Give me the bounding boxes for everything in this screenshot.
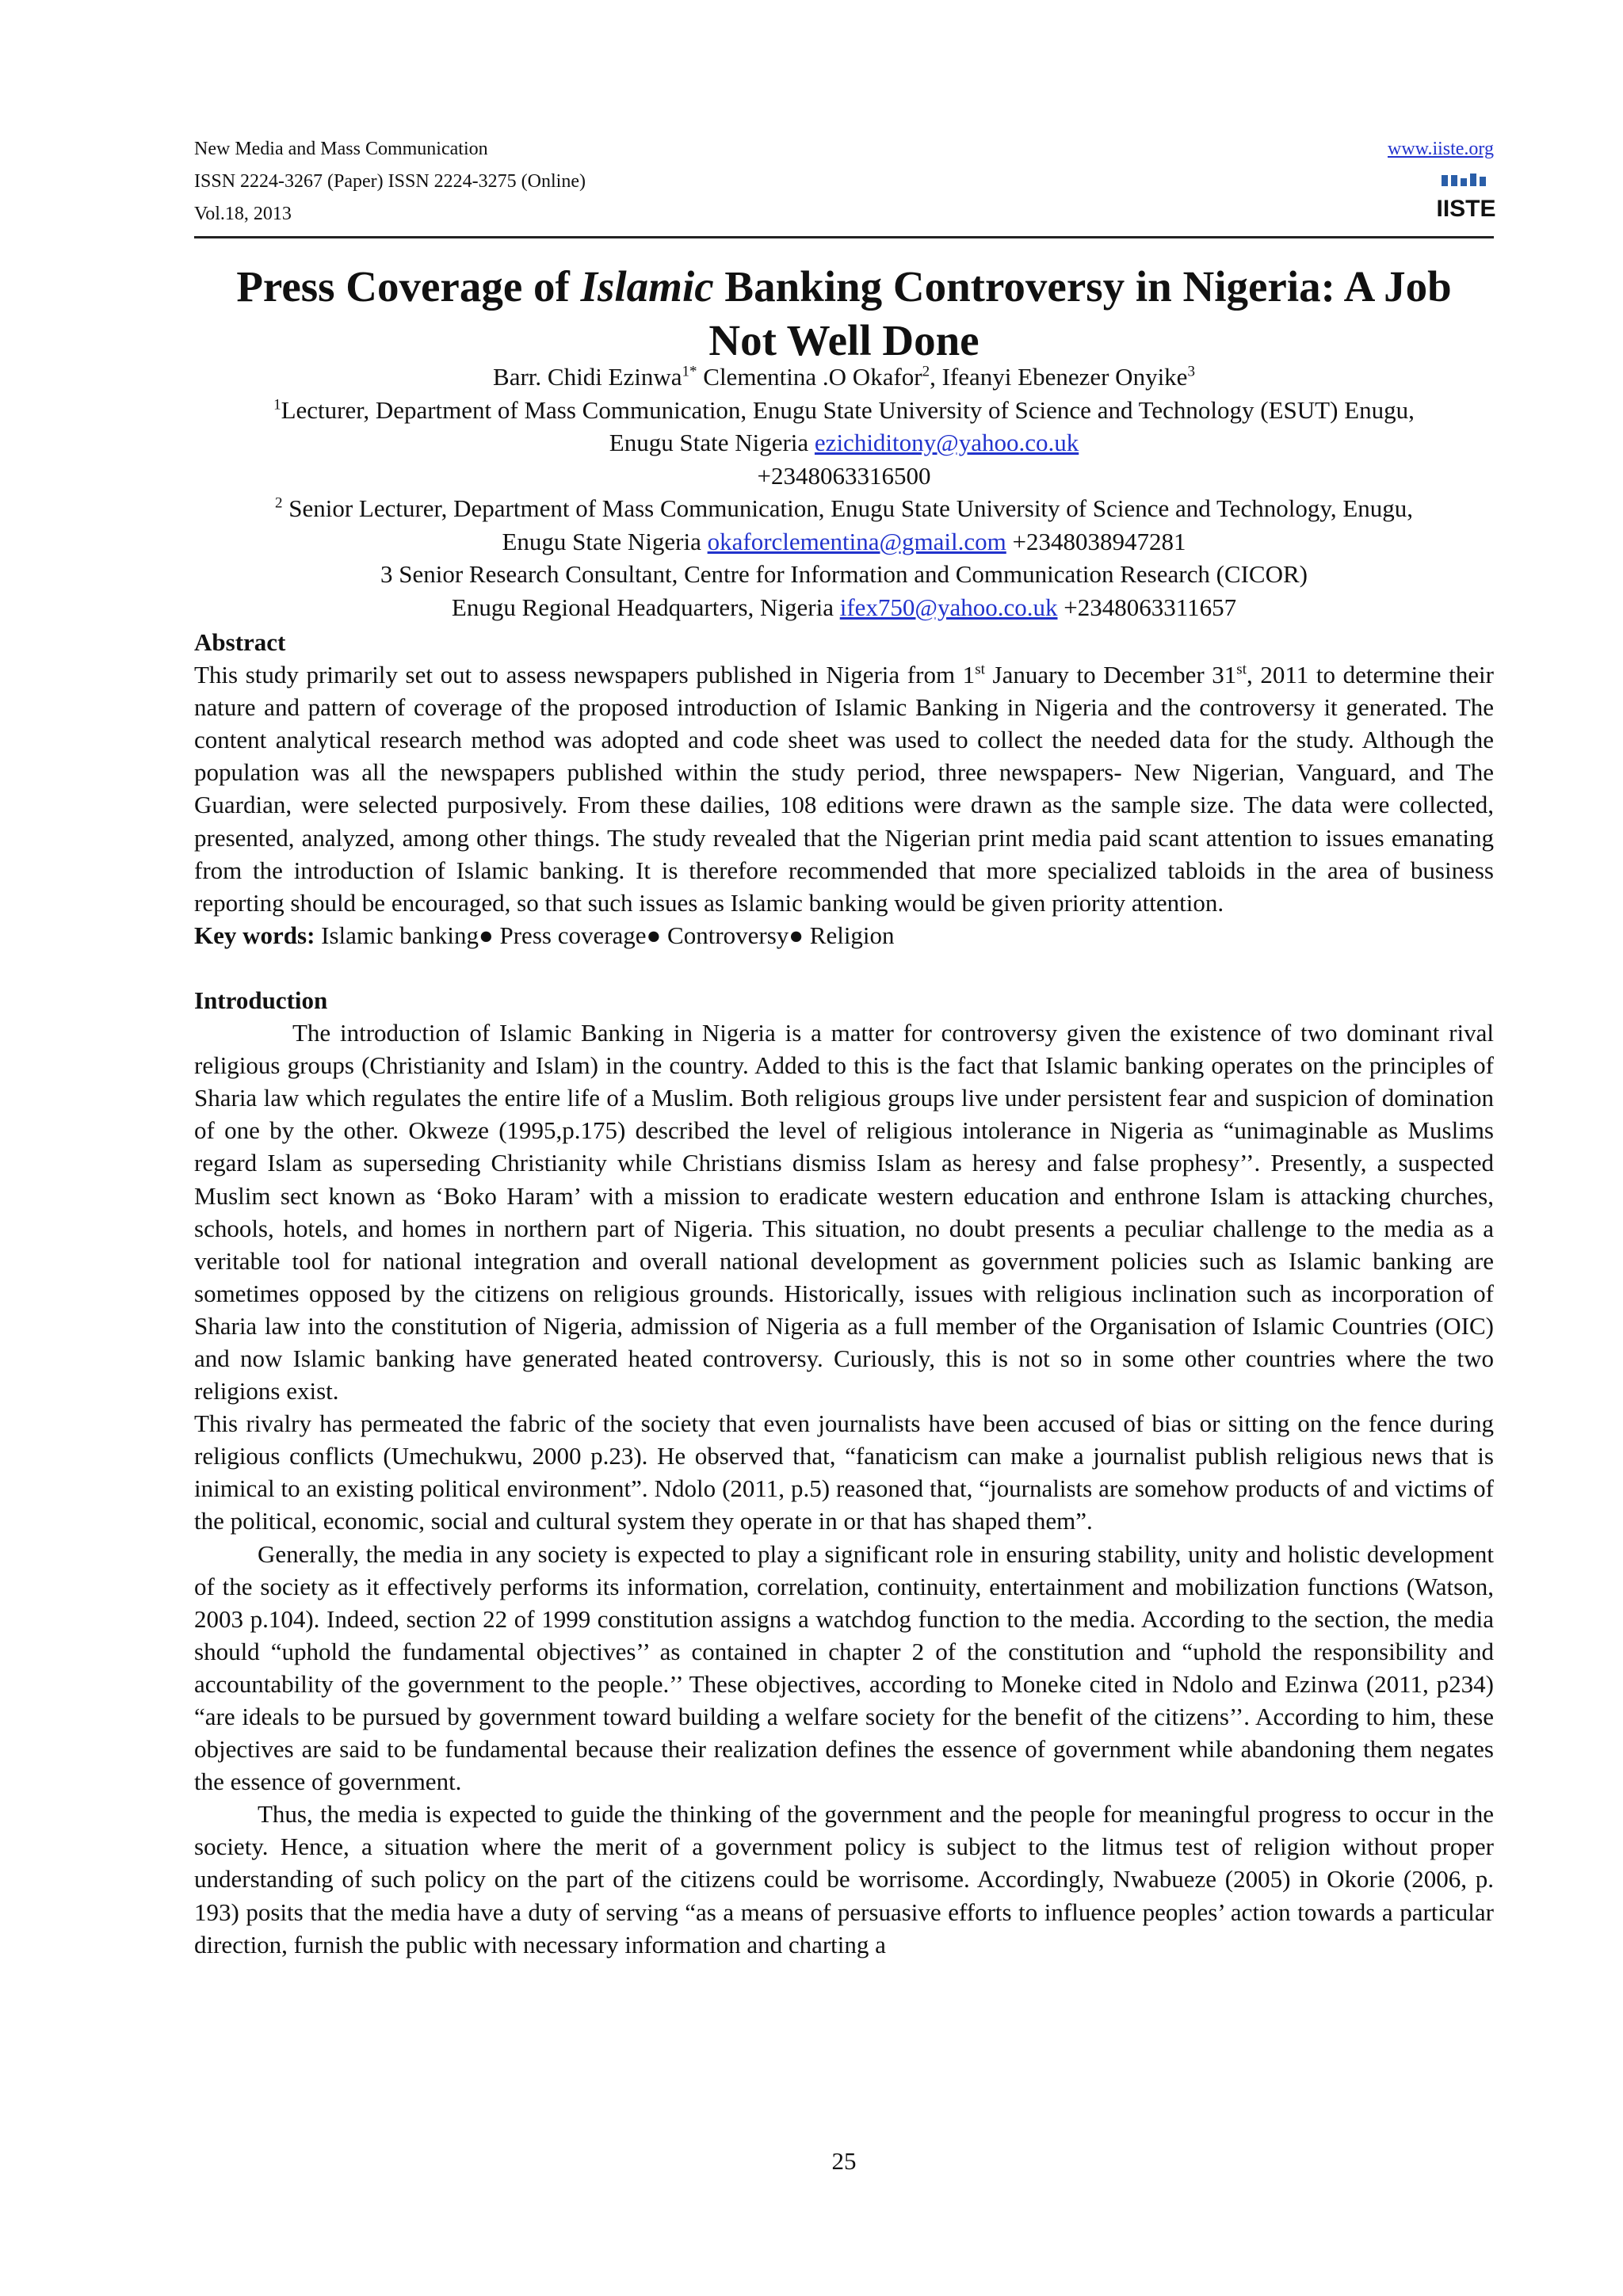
affiliation-2: $^2$ Senior Lecturer, Department of Mass Communication, Enugu State University of Science and Technology, Enugu, [274, 494, 1414, 522]
intro-paragraph-1: The introduction of Islamic Banking in Nigeria is a matter for controversy given the existence of two dominant rival religious groups (Christianity and Islam) in the country. Added to this is the fact that Islamic banking operates on the principles of Sharia law which regulates the entire life of a Muslim. Both religious groups live under persistent fear and suspicion of domination of one by the other. Okweze (1995,p.175) described the level of religious intolerance in Nigeria as “unimaginable as Muslims regard Islam as superseding Christianity while Christians dismiss Islam as heresy and false prophesy’’. Presently, a suspected Muslim sect known as ‘Boko Haram’ with a mission to eradicate western education and enthrone Islam is attacking churches, schools, hotels, and homes in northern part of Nigeria. This situation, no doubt presents a peculiar challenge to the media as a veritable tool for national integration and overall national development as government policies such as Islamic banking are sometimes opposed by the citizens on religious grounds. Historically, issues with religious inclination such as incorporation of Sharia law into the constitution of Nigeria, admission of Nigeria as a full member of the Organisation of Islamic Countries (OIC) and now Islamic banking have generated heated controversy. Curiously, this is not so in some other countries where the two religions exist. [194, 1019, 1494, 1405]
keywords [194, 919, 1494, 952]
author-1-mark: 1* [682, 363, 697, 380]
author-2-mark: 2 [922, 363, 930, 380]
author-block [194, 360, 1494, 624]
author-3-mark: 3 [1187, 363, 1195, 380]
phone-1: +2348063316500 [757, 461, 931, 490]
affiliation-1-contact: Enugu State Nigeria ezichiditony@yahoo.co.uk [609, 429, 1079, 456]
header-rule [194, 236, 1494, 238]
iiste-logo-icon [1436, 172, 1496, 224]
abstract-heading: Abstract [194, 628, 286, 656]
title-text-2: Banking Controversy in Nigeria: A Job [713, 262, 1452, 311]
affiliation-1: $^1$Lecturer, Department of Mass Communication, Enugu State University of Science and Technology (ESUT) Enugu, [273, 395, 1415, 424]
paper-title [194, 260, 1494, 368]
title-text-1: Press Coverage of [236, 262, 581, 311]
author-1: Barr. Chidi Ezinwa [493, 363, 682, 391]
author-2: Clementina .O Okafor [697, 363, 922, 391]
journal-url-link[interactable]: www.iiste.org [1388, 139, 1494, 159]
abstract-text: This study primarily set out to assess newspapers published in Nigeria from 1st January to December 31st, 2011 to determine their nature and pattern of coverage of the proposed introduction of Islamic Banking in Nigeria and the controversy it generated. The content analytical research method was adopted and code sheet was used to collect the needed data for the study. Although the population was all the newspapers published within the study period, three newspapers- New Nigerian, Vanguard, and The Guardian, were selected purposively. From these dailies, 108 editions were drawn as the sample size. The data were collected, presented, analyzed, among other things. The study revealed that the Nigerian print media paid scant attention to issues emanating from the introduction of Islamic banking. It is therefore recommended that more specialized tabloids in the area of business reporting should be encouraged, so that such issues as Islamic banking would be given priority attention. [194, 661, 1494, 917]
spacer [194, 952, 1494, 984]
journal-name: New Media and Mass Communication [194, 139, 488, 159]
volume-line: Vol.18, 2013 [194, 204, 292, 224]
introduction-heading: Introduction [194, 986, 328, 1014]
intro-paragraph-2: This rivalry has permeated the fabric of the society that even journalists have been accused of bias or sitting on the fence during religious conflicts (Umechukwu, 2000 p.23). He observed that, “fanaticism can make a journalist publish religious news that is inimical to an existing political environment”. Ndolo (2011, p.5) reasoned that, “journalists are somehow products of and victims of the political, economic, social and cultural system they operate in or that has shaped them”. [194, 1409, 1494, 1535]
affiliation-3-contact: Enugu Regional Headquarters, Nigeria ifex750@yahoo.co.uk +2348063311657 [451, 593, 1237, 621]
title-italic-word: Islamic [580, 262, 714, 311]
issn-line: ISSN 2224-3267 (Paper) ISSN 2224-3275 (Online) [194, 171, 586, 192]
running-header [194, 133, 1494, 240]
affiliation-2-contact: Enugu State Nigeria okaforclementina@gmail.com +2348038947281 [502, 527, 1186, 555]
email-link-2[interactable]: okaforclementina@gmail.com [707, 527, 1006, 555]
affiliation-3: 3 Senior Research Consultant, Centre for Information and Communication Research (CICOR) [380, 560, 1308, 588]
title-line-2: Not Well Done [708, 316, 980, 364]
page-number: 25 [831, 2147, 857, 2175]
author-3: , Ifeanyi Ebenezer Onyike [930, 363, 1188, 391]
keywords-label: Key words: [194, 921, 315, 949]
keywords-list: Islamic banking● Press coverage● Controversy● Religion [315, 921, 895, 949]
paper-body [194, 626, 1494, 1961]
author-line [194, 360, 1494, 394]
intro-paragraph-4: Thus, the media is expected to guide the thinking of the government and the people for meaningful progress to occur in the society. Hence, a situation where the merit of a government policy is subject to the litmus test of religion without proper understanding of such policy on the part of the citizens could be worrisome. Accordingly, Nwabueze (2005) in Okorie (2006, p. 193) posits that the media have a duty of serving “as a means of persuasive efforts to influence peoples’ action towards a particular direction, furnish the public with necessary information and charting a [194, 1800, 1494, 1958]
email-link-1[interactable]: ezichiditony@yahoo.co.uk [814, 429, 1079, 456]
intro-paragraph-3: Generally, the media in any society is expected to play a significant role in ensuring stability, unity and holistic development of the society as it effectively performs its information, correlation, continuity, entertainment and mobilization functions (Watson, 2003 p.104). Indeed, section 22 of 1999 constitution assigns a watchdog function to the media. According to the section, the media should “uphold the fundamental objectives’’ as contained in chapter 2 of the constitution and “uphold the responsibility and accountability of the government to the people.’’ These objectives, according to Moneke cited in Ndolo and Ezinwa (2011, p234) “are ideals to be pursued by government toward building a welfare society for the benefit of the citizens’’. According to him, these objectives are said to be fundamental because their realization defines the essence of government while abandoning them negates the essence of government. [194, 1539, 1494, 1796]
email-link-3[interactable]: ifex750@yahoo.co.uk [839, 593, 1058, 621]
logo-wordmark: IISTE [1436, 196, 1496, 222]
